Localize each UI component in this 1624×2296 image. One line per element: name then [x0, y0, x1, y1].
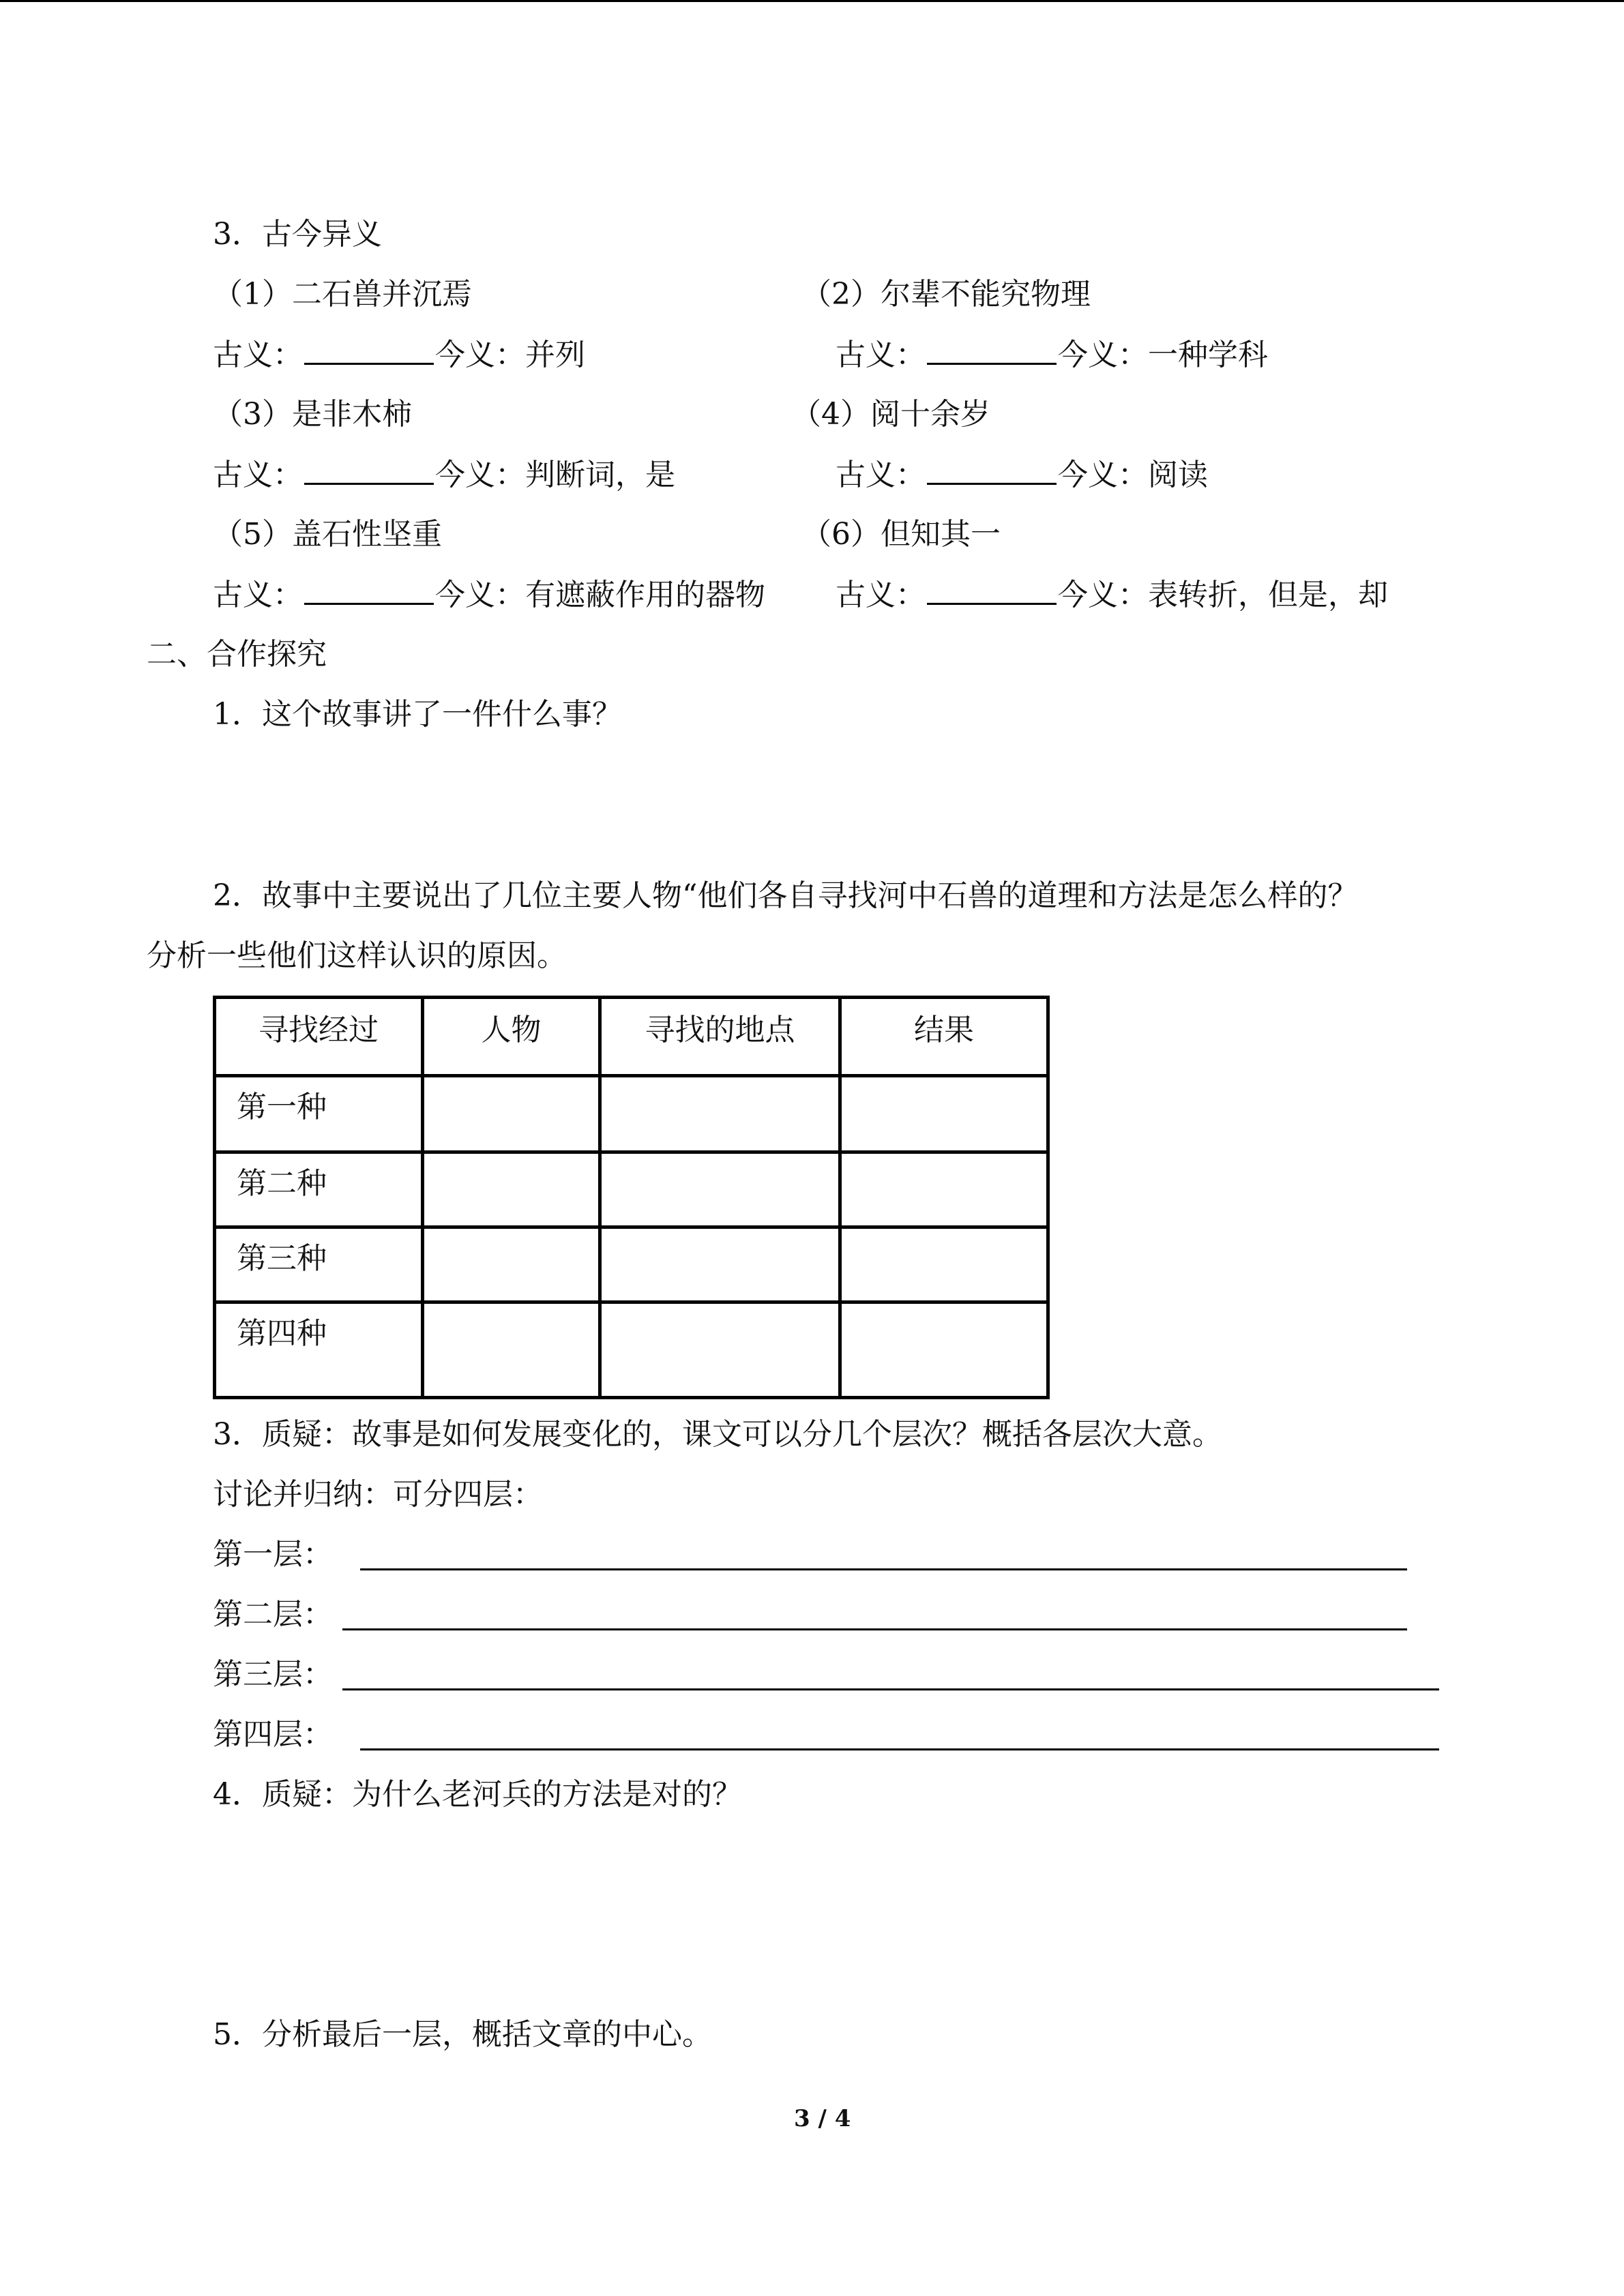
page-number: 3 / 4	[794, 2105, 851, 2132]
table-row-label: 第三种	[215, 1227, 423, 1302]
modern-meaning: 今义：有遮蔽作用的器物	[435, 578, 765, 612]
table-cell[interactable]	[840, 1152, 1048, 1227]
item-3-meaning	[213, 460, 675, 490]
layer-4-label: 第四层：	[213, 1717, 333, 1752]
table-header-row	[215, 998, 1048, 1076]
question-3-discussion: 讨论并归纳：可分四层：	[213, 1477, 543, 1512]
table-cell[interactable]	[423, 1152, 600, 1227]
item-6-label: （6）但知其一	[801, 517, 1001, 552]
ancient-meaning-label: 古义：	[213, 458, 303, 492]
layer-2-label: 第二层：	[213, 1597, 333, 1632]
ancient-meaning-blank[interactable]	[304, 340, 434, 365]
layer-3-answer-line[interactable]	[342, 1688, 1439, 1690]
item-1-label: （1）二石兽并沉焉	[213, 277, 472, 312]
ancient-meaning-blank[interactable]	[927, 460, 1057, 485]
item-1-meaning	[213, 340, 585, 370]
item-4-meaning	[836, 460, 1208, 490]
layer-3-label: 第三层：	[213, 1657, 333, 1692]
item-2-label: （2）尔辈不能究物理	[801, 277, 1091, 312]
question-1: 1．这个故事讲了一件什么事？	[213, 697, 622, 732]
section-title: 3．古今异义	[213, 217, 382, 252]
table-row-label: 第四种	[215, 1302, 423, 1398]
layer-2-answer-line[interactable]	[342, 1628, 1407, 1630]
ancient-meaning-label: 古义：	[836, 578, 926, 612]
modern-meaning: 今义：阅读	[1058, 458, 1208, 492]
table-cell[interactable]	[423, 1227, 600, 1302]
layer-4-answer-line[interactable]	[360, 1748, 1439, 1750]
table-cell[interactable]	[600, 1227, 840, 1302]
layer-1-label: 第一层：	[213, 1537, 333, 1572]
item-5-label: （5）盖石性坚重	[213, 517, 442, 552]
table-row	[215, 1152, 1048, 1227]
item-5-meaning	[213, 580, 765, 610]
ancient-meaning-blank[interactable]	[927, 340, 1057, 365]
question-2-line1: 2．故事中主要说出了几位主要人物“他们各自寻找河中石兽的道理和方法是怎么样的？	[213, 878, 1358, 913]
item-6-meaning	[836, 580, 1388, 610]
item-3-label: （3）是非木柿	[213, 397, 412, 432]
table-cell[interactable]	[600, 1076, 840, 1152]
table-header-cell: 寻找的地点	[600, 998, 840, 1076]
question-4: 4．质疑：为什么老河兵的方法是对的？	[213, 1777, 742, 1812]
table-cell[interactable]	[423, 1076, 600, 1152]
search-process-table	[213, 996, 1050, 1399]
ancient-meaning-blank[interactable]	[927, 580, 1057, 605]
modern-meaning: 今义：并列	[435, 338, 585, 372]
item-4-label: （4）阅十余岁	[791, 397, 990, 432]
ancient-meaning-label: 古义：	[836, 458, 926, 492]
table-cell[interactable]	[423, 1302, 600, 1398]
page-top-border	[0, 0, 1624, 2]
question-5: 5．分析最后一层，概括文章的中心。	[213, 2017, 712, 2052]
modern-meaning: 今义：表转折，但是，却	[1058, 578, 1388, 612]
table-cell[interactable]	[600, 1152, 840, 1227]
question-2-line2: 分析一些他们这样认识的原因。	[147, 938, 567, 973]
ancient-meaning-label: 古义：	[213, 338, 303, 372]
modern-meaning: 今义：判断词，是	[435, 458, 675, 492]
ancient-meaning-label: 古义：	[213, 578, 303, 612]
table-header-cell: 结果	[840, 998, 1048, 1076]
table-row	[215, 1227, 1048, 1302]
table-cell[interactable]	[600, 1302, 840, 1398]
table-header-cell: 人物	[423, 998, 600, 1076]
part2-heading: 二、合作探究	[147, 637, 327, 672]
table-cell[interactable]	[840, 1076, 1048, 1152]
table-row-label: 第二种	[215, 1152, 423, 1227]
table-row-label: 第一种	[215, 1076, 423, 1152]
layer-1-answer-line[interactable]	[360, 1568, 1407, 1570]
question-3: 3．质疑：故事是如何发展变化的，课文可以分几个层次？概括各层次大意。	[213, 1417, 1222, 1452]
modern-meaning: 今义：一种学科	[1058, 338, 1268, 372]
table-header-cell: 寻找经过	[215, 998, 423, 1076]
item-2-meaning	[836, 340, 1268, 370]
table-row	[215, 1076, 1048, 1152]
table-cell[interactable]	[840, 1302, 1048, 1398]
table-cell[interactable]	[840, 1227, 1048, 1302]
ancient-meaning-blank[interactable]	[304, 460, 434, 485]
ancient-meaning-label: 古义：	[836, 338, 926, 372]
table-row	[215, 1302, 1048, 1398]
ancient-meaning-blank[interactable]	[304, 580, 434, 605]
